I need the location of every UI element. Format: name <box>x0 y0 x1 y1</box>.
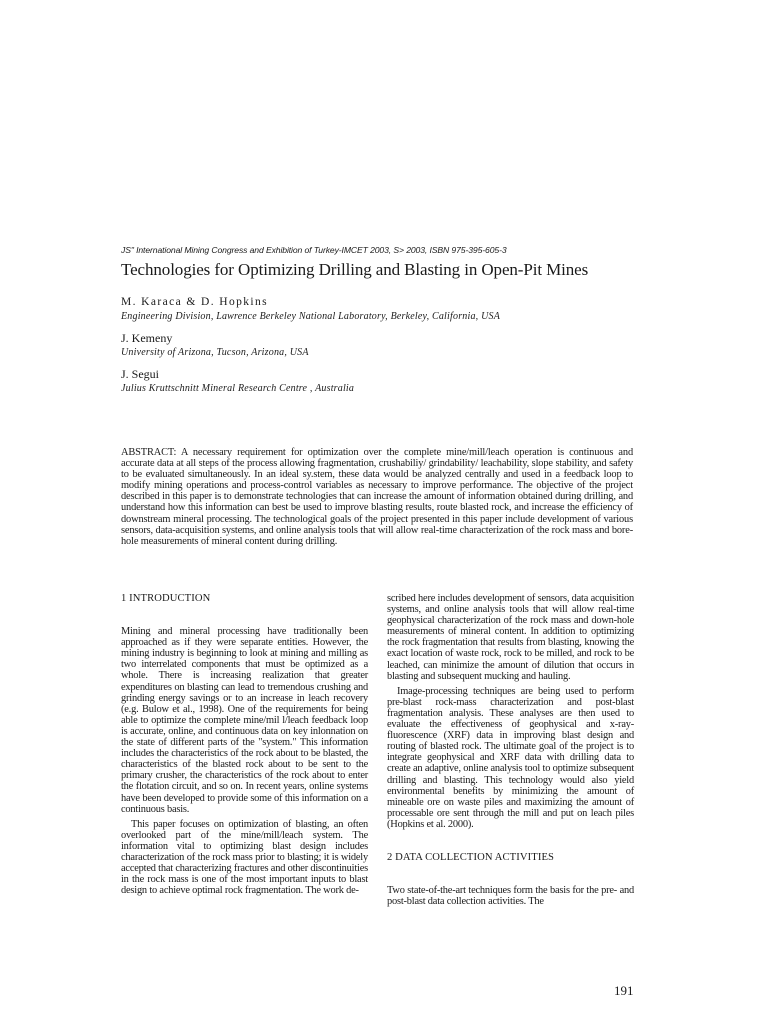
paper-title: Technologies for Optimizing Drilling and Blasting in Open-Pit Mines <box>121 260 589 279</box>
page-number: 191 <box>614 983 634 998</box>
section-heading-data-collection: 2 DATA COLLECTION ACTIVITIES <box>387 851 555 863</box>
paragraph: This paper focuses on optimization of blasting, an often overlooked part of the mine/mill/leach system. The information vital to optimizing blast design includes characterization of the rock mass prior to blasting; it is widely accepted that characterizing fractures and other discontinuities in the rock mass is one of the most important inputs to blast design to achieve optimal rock fragmentation. The work de- <box>121 818 368 897</box>
paragraph: Image-processing techniques are being used to perform pre-blast rock-mass characterization and post-blast fragmentation analysis. These analyses are then used to evaluate the effectiveness of geophysical and x-ray-fluorescence (XRF) data in improving blast design and routing of blasted rock. The ultimate goal of the project is to integrate geophysical and XRF data with drilling data to create an adaptive, online analysis tool to optimize subsequent drilling and blasting. This technology would also yield environmental benefits by minimizing the amount of mineable ore on waste piles and maximizing the amount of processable ore sent through the mill and put on leach piles (Hopkins et al. 2000). <box>387 685 634 830</box>
abstract <box>121 447 633 547</box>
author-block-2 <box>121 331 309 359</box>
left-column <box>121 593 368 896</box>
paragraph: Two state-of-the-art techniques form the basis for the pre- and post-blast data collection activities. The <box>387 885 634 908</box>
section-heading-introduction: 1 INTRODUCTION <box>121 593 211 604</box>
author-affiliation: University of Arizona, Tucson, Arizona, USA <box>121 347 309 358</box>
conference-line: JS" International Mining Congress and Exhibition of Turkey-IMCET 2003, S> 2003, ISBN 975-395-605-3 <box>121 245 507 255</box>
author-name: M. Karaca & D. Hopkins <box>121 296 269 308</box>
author-name: J. Kemeny <box>121 331 173 345</box>
right-column <box>387 593 634 907</box>
paragraph: Mining and mineral processing have traditionally been approached as if they were separate entities. However, the mining industry is beginning to look at mining and milling as two interrelated components that must be optimized as a whole. There is increasing realization that greater expenditures on blasting can lead to tremendous crushing and grinding energy savings or to an increase in leach recovery (e.g. Bulow et al., 1998). One of the requirements for being able to optimize the complete mine/mil l/leach feedback loop is accurate, online, and continuous data on key inlonnation on the state of different parts of the "system." This information includes the characteristics of the rock about to be blasted, the characteristics of the blasted rock about to be sent to the primary crusher, the characteristics of the rock about to enter the flotation circuit, and so on. In recent years, online systems have been developed to provide some of this information on a continuous basis. <box>121 626 368 815</box>
author-block-1 <box>121 295 500 323</box>
paragraph: scribed here includes development of sensors, data acquisition systems, and online analysis tools that will allow real-time geophysical characterization of the rock mass and down-hole measurements of mineral content. In addition to optimizing the rock fragmentation that results from blasting, knowing the exact location of waste rock, rock to be milled, and rock to be leached, can minimize the amount of dilution that occurs in blasting and subsequent mucking and hauling. <box>387 593 634 682</box>
author-name: J. Segui <box>121 367 160 381</box>
author-block-3 <box>121 367 354 395</box>
author-affiliation: Engineering Division, Lawrence Berkeley National Laboratory, Berkeley, California, USA <box>121 311 500 322</box>
author-affiliation: Julius Kruttschnitt Mineral Research Centre , Australia <box>121 383 355 394</box>
abstract-text: ABSTRACT: A necessary requirement for optimization over the complete mine/mill/leach operation is continuous and accurate data at all steps of the process allowing fragmentation, crushabiliy/ grindability/ leachability, slope stability, and safety to be evaluated simultaneously. In an ideal sy.stem, these data would be analyzed centrally and used in a feedback loop to modify mining operations and process-control variables as necessary to improve performance. The objective of the project described in this paper is to demonstrate technologies that can increase the amount of information obtained during drilling, and understand how this information can best be used to improve blasting results, route blasted rock, and increase the efficiency of downstream mineral processing. The technological goals of the project presented in this paper include development of various sensors, data-acquisition systems, and online analysis tools that will allow real-time characterization of the rock mass and bore-hole measurements of mineral content during drilling. <box>121 447 633 547</box>
